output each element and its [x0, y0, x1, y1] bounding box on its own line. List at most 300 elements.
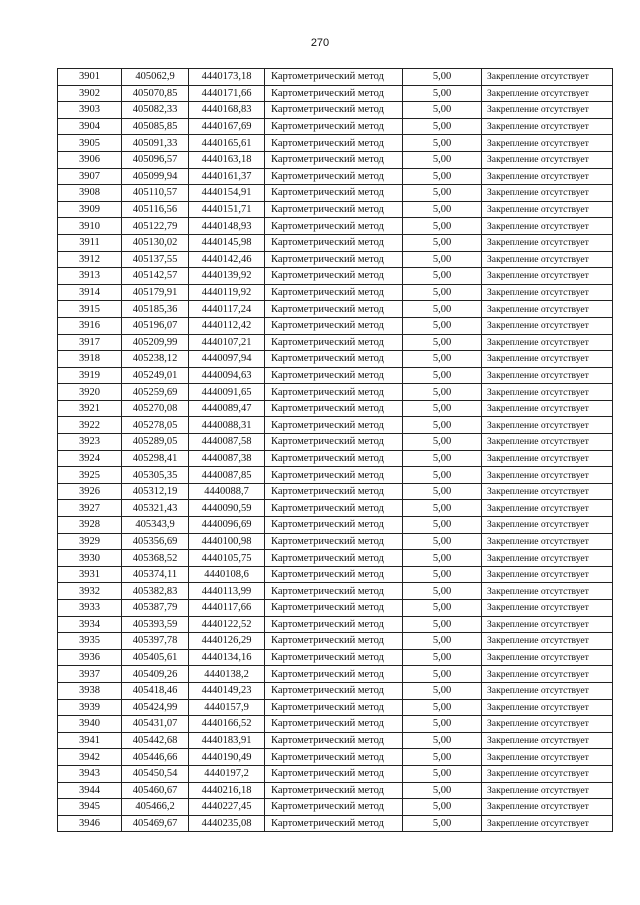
accuracy-cell: 5,00 — [403, 633, 482, 650]
x-coordinate-cell: 405305,35 — [122, 467, 189, 484]
accuracy-cell: 5,00 — [403, 417, 482, 434]
table-row — [58, 268, 613, 285]
fixation-cell: Закрепление отсутствует — [482, 815, 613, 832]
y-coordinate-cell: 4440087,58 — [189, 434, 265, 451]
x-coordinate-cell: 405082,33 — [122, 102, 189, 119]
method-cell: Картометрический метод — [265, 600, 403, 617]
y-coordinate-cell: 4440216,18 — [189, 782, 265, 799]
table-row — [58, 434, 613, 451]
table-row — [58, 483, 613, 500]
x-coordinate-cell: 405196,07 — [122, 317, 189, 334]
fixation-cell: Закрепление отсутствует — [482, 732, 613, 749]
accuracy-cell: 5,00 — [403, 682, 482, 699]
point-number-cell: 3904 — [58, 118, 122, 135]
method-cell: Картометрический метод — [265, 533, 403, 550]
y-coordinate-cell: 4440171,66 — [189, 85, 265, 102]
point-number-cell: 3905 — [58, 135, 122, 152]
method-cell: Картометрический метод — [265, 682, 403, 699]
x-coordinate-cell: 405374,11 — [122, 566, 189, 583]
table-row — [58, 699, 613, 716]
fixation-cell: Закрепление отсутствует — [482, 633, 613, 650]
fixation-cell: Закрепление отсутствует — [482, 417, 613, 434]
method-cell: Картометрический метод — [265, 583, 403, 600]
point-number-cell: 3911 — [58, 234, 122, 251]
point-number-cell: 3939 — [58, 699, 122, 716]
method-cell: Картометрический метод — [265, 782, 403, 799]
fixation-cell: Закрепление отсутствует — [482, 782, 613, 799]
table-row — [58, 367, 613, 384]
y-coordinate-cell: 4440126,29 — [189, 633, 265, 650]
y-coordinate-cell: 4440197,2 — [189, 765, 265, 782]
table-row — [58, 185, 613, 202]
method-cell: Картометрический метод — [265, 765, 403, 782]
table-row — [58, 69, 613, 86]
x-coordinate-cell: 405278,05 — [122, 417, 189, 434]
point-number-cell: 3925 — [58, 467, 122, 484]
point-number-cell: 3906 — [58, 151, 122, 168]
point-number-cell: 3941 — [58, 732, 122, 749]
x-coordinate-cell: 405368,52 — [122, 550, 189, 567]
table-row — [58, 616, 613, 633]
y-coordinate-cell: 4440166,52 — [189, 716, 265, 733]
accuracy-cell: 5,00 — [403, 251, 482, 268]
x-coordinate-cell: 405099,94 — [122, 168, 189, 185]
method-cell: Картометрический метод — [265, 467, 403, 484]
y-coordinate-cell: 4440151,71 — [189, 201, 265, 218]
point-number-cell: 3944 — [58, 782, 122, 799]
method-cell: Картометрический метод — [265, 201, 403, 218]
accuracy-cell: 5,00 — [403, 799, 482, 816]
x-coordinate-cell: 405450,54 — [122, 765, 189, 782]
accuracy-cell: 5,00 — [403, 550, 482, 567]
method-cell: Картометрический метод — [265, 400, 403, 417]
fixation-cell: Закрепление отсутствует — [482, 69, 613, 86]
table-row — [58, 583, 613, 600]
fixation-cell: Закрепление отсутствует — [482, 85, 613, 102]
fixation-cell: Закрепление отсутствует — [482, 483, 613, 500]
table-row — [58, 218, 613, 235]
point-number-cell: 3924 — [58, 450, 122, 467]
x-coordinate-cell: 405130,02 — [122, 234, 189, 251]
accuracy-cell: 5,00 — [403, 815, 482, 832]
x-coordinate-cell: 405091,33 — [122, 135, 189, 152]
point-number-cell: 3937 — [58, 666, 122, 683]
method-cell: Картометрический метод — [265, 550, 403, 567]
fixation-cell: Закрепление отсутствует — [482, 334, 613, 351]
point-number-cell: 3943 — [58, 765, 122, 782]
method-cell: Картометрический метод — [265, 151, 403, 168]
accuracy-cell: 5,00 — [403, 168, 482, 185]
y-coordinate-cell: 4440138,2 — [189, 666, 265, 683]
accuracy-cell: 5,00 — [403, 467, 482, 484]
table-row — [58, 417, 613, 434]
x-coordinate-cell: 405424,99 — [122, 699, 189, 716]
method-cell: Картометрический метод — [265, 102, 403, 119]
table-body — [58, 69, 613, 832]
y-coordinate-cell: 4440168,83 — [189, 102, 265, 119]
x-coordinate-cell: 405070,85 — [122, 85, 189, 102]
y-coordinate-cell: 4440088,7 — [189, 483, 265, 500]
fixation-cell: Закрепление отсутствует — [482, 168, 613, 185]
fixation-cell: Закрепление отсутствует — [482, 682, 613, 699]
point-number-cell: 3931 — [58, 566, 122, 583]
fixation-cell: Закрепление отсутствует — [482, 301, 613, 318]
x-coordinate-cell: 405446,66 — [122, 749, 189, 766]
method-cell: Картометрический метод — [265, 218, 403, 235]
accuracy-cell: 5,00 — [403, 666, 482, 683]
fixation-cell: Закрепление отсутствует — [482, 351, 613, 368]
point-number-cell: 3912 — [58, 251, 122, 268]
point-number-cell: 3909 — [58, 201, 122, 218]
accuracy-cell: 5,00 — [403, 450, 482, 467]
method-cell: Картометрический метод — [265, 317, 403, 334]
y-coordinate-cell: 4440107,21 — [189, 334, 265, 351]
fixation-cell: Закрепление отсутствует — [482, 317, 613, 334]
fixation-cell: Закрепление отсутствует — [482, 566, 613, 583]
y-coordinate-cell: 4440145,98 — [189, 234, 265, 251]
y-coordinate-cell: 4440167,69 — [189, 118, 265, 135]
coordinates-table — [57, 68, 613, 832]
y-coordinate-cell: 4440112,42 — [189, 317, 265, 334]
fixation-cell: Закрепление отсутствует — [482, 135, 613, 152]
method-cell: Картометрический метод — [265, 566, 403, 583]
point-number-cell: 3914 — [58, 284, 122, 301]
table-row — [58, 682, 613, 699]
method-cell: Картометрический метод — [265, 450, 403, 467]
point-number-cell: 3922 — [58, 417, 122, 434]
x-coordinate-cell: 405382,83 — [122, 583, 189, 600]
y-coordinate-cell: 4440134,16 — [189, 649, 265, 666]
y-coordinate-cell: 4440183,91 — [189, 732, 265, 749]
fixation-cell: Закрепление отсутствует — [482, 600, 613, 617]
accuracy-cell: 5,00 — [403, 268, 482, 285]
fixation-cell: Закрепление отсутствует — [482, 118, 613, 135]
y-coordinate-cell: 4440108,6 — [189, 566, 265, 583]
point-number-cell: 3938 — [58, 682, 122, 699]
x-coordinate-cell: 405298,41 — [122, 450, 189, 467]
x-coordinate-cell: 405405,61 — [122, 649, 189, 666]
x-coordinate-cell: 405312,19 — [122, 483, 189, 500]
x-coordinate-cell: 405387,79 — [122, 600, 189, 617]
x-coordinate-cell: 405393,59 — [122, 616, 189, 633]
point-number-cell: 3917 — [58, 334, 122, 351]
accuracy-cell: 5,00 — [403, 135, 482, 152]
table-row — [58, 500, 613, 517]
x-coordinate-cell: 405185,36 — [122, 301, 189, 318]
table-row — [58, 334, 613, 351]
method-cell: Картометрический метод — [265, 367, 403, 384]
point-number-cell: 3929 — [58, 533, 122, 550]
fixation-cell: Закрепление отсутствует — [482, 550, 613, 567]
accuracy-cell: 5,00 — [403, 151, 482, 168]
fixation-cell: Закрепление отсутствует — [482, 616, 613, 633]
accuracy-cell: 5,00 — [403, 699, 482, 716]
method-cell: Картометрический метод — [265, 334, 403, 351]
fixation-cell: Закрепление отсутствует — [482, 699, 613, 716]
table-row — [58, 566, 613, 583]
table-row — [58, 151, 613, 168]
point-number-cell: 3946 — [58, 815, 122, 832]
method-cell: Картометрический метод — [265, 517, 403, 534]
method-cell: Картометрический метод — [265, 500, 403, 517]
accuracy-cell: 5,00 — [403, 201, 482, 218]
fixation-cell: Закрепление отсутствует — [482, 268, 613, 285]
accuracy-cell: 5,00 — [403, 517, 482, 534]
method-cell: Картометрический метод — [265, 417, 403, 434]
fixation-cell: Закрепление отсутствует — [482, 434, 613, 451]
point-number-cell: 3915 — [58, 301, 122, 318]
point-number-cell: 3928 — [58, 517, 122, 534]
table-row — [58, 135, 613, 152]
point-number-cell: 3945 — [58, 799, 122, 816]
point-number-cell: 3901 — [58, 69, 122, 86]
fixation-cell: Закрепление отсутствует — [482, 218, 613, 235]
x-coordinate-cell: 405179,91 — [122, 284, 189, 301]
accuracy-cell: 5,00 — [403, 583, 482, 600]
y-coordinate-cell: 4440096,69 — [189, 517, 265, 534]
point-number-cell: 3913 — [58, 268, 122, 285]
x-coordinate-cell: 405259,69 — [122, 384, 189, 401]
accuracy-cell: 5,00 — [403, 765, 482, 782]
accuracy-cell: 5,00 — [403, 301, 482, 318]
accuracy-cell: 5,00 — [403, 218, 482, 235]
x-coordinate-cell: 405209,99 — [122, 334, 189, 351]
fixation-cell: Закрепление отсутствует — [482, 517, 613, 534]
method-cell: Картометрический метод — [265, 185, 403, 202]
y-coordinate-cell: 4440165,61 — [189, 135, 265, 152]
table-row — [58, 600, 613, 617]
table-row — [58, 765, 613, 782]
fixation-cell: Закрепление отсутствует — [482, 533, 613, 550]
table-row — [58, 251, 613, 268]
y-coordinate-cell: 4440235,08 — [189, 815, 265, 832]
page-number: 270 — [310, 37, 330, 49]
method-cell: Картометрический метод — [265, 799, 403, 816]
table-row — [58, 467, 613, 484]
point-number-cell: 3934 — [58, 616, 122, 633]
accuracy-cell: 5,00 — [403, 367, 482, 384]
y-coordinate-cell: 4440094,63 — [189, 367, 265, 384]
fixation-cell: Закрепление отсутствует — [482, 400, 613, 417]
accuracy-cell: 5,00 — [403, 185, 482, 202]
point-number-cell: 3936 — [58, 649, 122, 666]
method-cell: Картометрический метод — [265, 118, 403, 135]
method-cell: Картометрический метод — [265, 434, 403, 451]
method-cell: Картометрический метод — [265, 284, 403, 301]
point-number-cell: 3903 — [58, 102, 122, 119]
accuracy-cell: 5,00 — [403, 317, 482, 334]
x-coordinate-cell: 405343,9 — [122, 517, 189, 534]
method-cell: Картометрический метод — [265, 616, 403, 633]
point-number-cell: 3923 — [58, 434, 122, 451]
x-coordinate-cell: 405085,85 — [122, 118, 189, 135]
fixation-cell: Закрепление отсутствует — [482, 185, 613, 202]
method-cell: Картометрический метод — [265, 351, 403, 368]
x-coordinate-cell: 405116,56 — [122, 201, 189, 218]
accuracy-cell: 5,00 — [403, 500, 482, 517]
y-coordinate-cell: 4440149,23 — [189, 682, 265, 699]
fixation-cell: Закрепление отсутствует — [482, 765, 613, 782]
point-number-cell: 3932 — [58, 583, 122, 600]
method-cell: Картометрический метод — [265, 815, 403, 832]
y-coordinate-cell: 4440139,92 — [189, 268, 265, 285]
table-row — [58, 201, 613, 218]
y-coordinate-cell: 4440154,91 — [189, 185, 265, 202]
x-coordinate-cell: 405356,69 — [122, 533, 189, 550]
table-row — [58, 102, 613, 119]
x-coordinate-cell: 405397,78 — [122, 633, 189, 650]
table-row — [58, 351, 613, 368]
fixation-cell: Закрепление отсутствует — [482, 450, 613, 467]
x-coordinate-cell: 405122,79 — [122, 218, 189, 235]
method-cell: Картометрический метод — [265, 251, 403, 268]
fixation-cell: Закрепление отсутствует — [482, 749, 613, 766]
table-row — [58, 118, 613, 135]
table-row — [58, 85, 613, 102]
point-number-cell: 3940 — [58, 716, 122, 733]
point-number-cell: 3908 — [58, 185, 122, 202]
fixation-cell: Закрепление отсутствует — [482, 649, 613, 666]
point-number-cell: 3933 — [58, 600, 122, 617]
point-number-cell: 3920 — [58, 384, 122, 401]
x-coordinate-cell: 405238,12 — [122, 351, 189, 368]
method-cell: Картометрический метод — [265, 301, 403, 318]
method-cell: Картометрический метод — [265, 649, 403, 666]
x-coordinate-cell: 405469,67 — [122, 815, 189, 832]
accuracy-cell: 5,00 — [403, 782, 482, 799]
x-coordinate-cell: 405466,2 — [122, 799, 189, 816]
y-coordinate-cell: 4440105,75 — [189, 550, 265, 567]
point-number-cell: 3921 — [58, 400, 122, 417]
y-coordinate-cell: 4440087,38 — [189, 450, 265, 467]
point-number-cell: 3916 — [58, 317, 122, 334]
method-cell: Картометрический метод — [265, 699, 403, 716]
y-coordinate-cell: 4440089,47 — [189, 400, 265, 417]
table-row — [58, 400, 613, 417]
fixation-cell: Закрепление отсутствует — [482, 234, 613, 251]
method-cell: Картометрический метод — [265, 85, 403, 102]
y-coordinate-cell: 4440087,85 — [189, 467, 265, 484]
point-number-cell: 3919 — [58, 367, 122, 384]
y-coordinate-cell: 4440097,94 — [189, 351, 265, 368]
method-cell: Картометрический метод — [265, 168, 403, 185]
table-row — [58, 168, 613, 185]
accuracy-cell: 5,00 — [403, 384, 482, 401]
table-row — [58, 517, 613, 534]
fixation-cell: Закрепление отсутствует — [482, 583, 613, 600]
table-row — [58, 749, 613, 766]
accuracy-cell: 5,00 — [403, 334, 482, 351]
x-coordinate-cell: 405409,26 — [122, 666, 189, 683]
y-coordinate-cell: 4440100,98 — [189, 533, 265, 550]
method-cell: Картометрический метод — [265, 384, 403, 401]
table-row — [58, 384, 613, 401]
table-row — [58, 450, 613, 467]
x-coordinate-cell: 405142,57 — [122, 268, 189, 285]
accuracy-cell: 5,00 — [403, 600, 482, 617]
fixation-cell: Закрепление отсутствует — [482, 666, 613, 683]
fixation-cell: Закрепление отсутствует — [482, 201, 613, 218]
table-row — [58, 782, 613, 799]
table-row — [58, 666, 613, 683]
y-coordinate-cell: 4440163,18 — [189, 151, 265, 168]
table-row — [58, 815, 613, 832]
table-row — [58, 633, 613, 650]
point-number-cell: 3902 — [58, 85, 122, 102]
fixation-cell: Закрепление отсутствует — [482, 384, 613, 401]
accuracy-cell: 5,00 — [403, 102, 482, 119]
point-number-cell: 3926 — [58, 483, 122, 500]
y-coordinate-cell: 4440088,31 — [189, 417, 265, 434]
point-number-cell: 3942 — [58, 749, 122, 766]
method-cell: Картометрический метод — [265, 135, 403, 152]
point-number-cell: 3935 — [58, 633, 122, 650]
method-cell: Картометрический метод — [265, 268, 403, 285]
accuracy-cell: 5,00 — [403, 616, 482, 633]
point-number-cell: 3927 — [58, 500, 122, 517]
accuracy-cell: 5,00 — [403, 284, 482, 301]
table-row — [58, 284, 613, 301]
fixation-cell: Закрепление отсутствует — [482, 284, 613, 301]
fixation-cell: Закрепление отсутствует — [482, 500, 613, 517]
fixation-cell: Закрепление отсутствует — [482, 102, 613, 119]
y-coordinate-cell: 4440117,66 — [189, 600, 265, 617]
accuracy-cell: 5,00 — [403, 716, 482, 733]
method-cell: Картометрический метод — [265, 749, 403, 766]
accuracy-cell: 5,00 — [403, 566, 482, 583]
fixation-cell: Закрепление отсутствует — [482, 467, 613, 484]
y-coordinate-cell: 4440090,59 — [189, 500, 265, 517]
x-coordinate-cell: 405110,57 — [122, 185, 189, 202]
accuracy-cell: 5,00 — [403, 234, 482, 251]
accuracy-cell: 5,00 — [403, 434, 482, 451]
table-row — [58, 550, 613, 567]
accuracy-cell: 5,00 — [403, 118, 482, 135]
table-row — [58, 732, 613, 749]
point-number-cell: 3910 — [58, 218, 122, 235]
y-coordinate-cell: 4440119,92 — [189, 284, 265, 301]
accuracy-cell: 5,00 — [403, 732, 482, 749]
y-coordinate-cell: 4440148,93 — [189, 218, 265, 235]
x-coordinate-cell: 405431,07 — [122, 716, 189, 733]
x-coordinate-cell: 405289,05 — [122, 434, 189, 451]
accuracy-cell: 5,00 — [403, 749, 482, 766]
y-coordinate-cell: 4440117,24 — [189, 301, 265, 318]
x-coordinate-cell: 405137,55 — [122, 251, 189, 268]
method-cell: Картометрический метод — [265, 716, 403, 733]
method-cell: Картометрический метод — [265, 234, 403, 251]
y-coordinate-cell: 4440142,46 — [189, 251, 265, 268]
fixation-cell: Закрепление отсутствует — [482, 151, 613, 168]
accuracy-cell: 5,00 — [403, 69, 482, 86]
y-coordinate-cell: 4440190,49 — [189, 749, 265, 766]
y-coordinate-cell: 4440161,37 — [189, 168, 265, 185]
x-coordinate-cell: 405096,57 — [122, 151, 189, 168]
point-number-cell: 3918 — [58, 351, 122, 368]
accuracy-cell: 5,00 — [403, 400, 482, 417]
accuracy-cell: 5,00 — [403, 351, 482, 368]
x-coordinate-cell: 405460,67 — [122, 782, 189, 799]
method-cell: Картометрический метод — [265, 732, 403, 749]
table-row — [58, 799, 613, 816]
fixation-cell: Закрепление отсутствует — [482, 251, 613, 268]
y-coordinate-cell: 4440173,18 — [189, 69, 265, 86]
method-cell: Картометрический метод — [265, 633, 403, 650]
fixation-cell: Закрепление отсутствует — [482, 799, 613, 816]
table-row — [58, 649, 613, 666]
y-coordinate-cell: 4440091,65 — [189, 384, 265, 401]
method-cell: Картометрический метод — [265, 69, 403, 86]
